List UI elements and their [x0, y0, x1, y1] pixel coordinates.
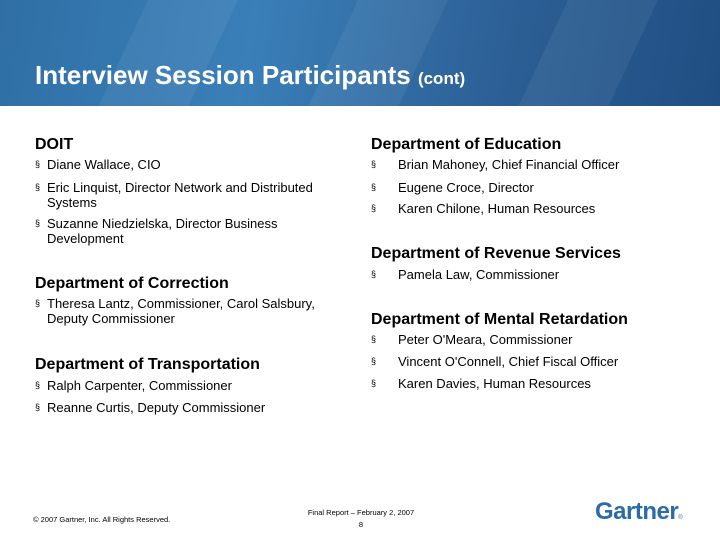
bullet-icon: § [371, 203, 377, 213]
bullet-icon: § [371, 269, 377, 279]
list-item-text: Diane Wallace, CIO [47, 157, 161, 172]
page-title [35, 60, 465, 94]
list-item [35, 378, 355, 393]
bullet-icon: § [35, 380, 41, 390]
list-item [35, 296, 355, 326]
list-item [371, 157, 701, 172]
registered-mark: ® [678, 515, 683, 521]
list-item [35, 157, 355, 172]
list-item-text: Pamela Law, Commissioner [398, 267, 560, 282]
list-item-text: Karen Chilone, Human Resources [398, 201, 596, 216]
list-item [371, 180, 701, 195]
bullet-icon: § [371, 356, 377, 366]
bullet-icon: § [35, 218, 41, 228]
list-item-text: Reanne Curtis, Deputy Commissioner [47, 400, 266, 415]
gartner-logo [595, 499, 682, 531]
list-item-text: Peter O'Meara, Commissioner [398, 332, 573, 347]
list-item-text: Eric Linquist, Director Network and Distributed Systems [47, 180, 313, 210]
bullet-icon: § [35, 402, 41, 412]
list-item [371, 376, 701, 391]
bullet-icon: § [35, 182, 41, 192]
list-item-text: Eugene Croce, Director [398, 180, 534, 195]
correction-heading: Department of Correction [35, 275, 229, 292]
copyright-notice: © 2007 Gartner, Inc. All Rights Reserved. [33, 515, 171, 524]
revenue-heading: Department of Revenue Services [371, 245, 621, 262]
bullet-icon: § [371, 378, 377, 388]
title-cont: (cont) [417, 69, 466, 88]
bullet-icon: § [371, 334, 377, 344]
report-footer [297, 507, 425, 531]
banner-stripe [493, 0, 676, 106]
list-item [35, 180, 355, 210]
bullet-icon: § [371, 182, 377, 192]
title-text: Interview Session Participants [35, 60, 411, 90]
list-item [371, 354, 701, 369]
logo-text: Gartner [595, 498, 679, 525]
education-heading: Department of Education [371, 136, 562, 153]
list-item-text: Suzanne Niedzielska, Director Business Development [47, 216, 278, 246]
list-item-text: Karen Davies, Human Resources [398, 376, 591, 391]
mental-retardation-heading: Department of Mental Retardation [371, 311, 628, 328]
list-item-text: Vincent O'Connell, Chief Fiscal Officer [398, 354, 619, 369]
bullet-icon: § [35, 159, 41, 169]
list-item-text: Ralph Carpenter, Commissioner [47, 378, 232, 393]
list-item-text: Brian Mahoney, Chief Financial Officer [398, 157, 620, 172]
list-item [371, 267, 701, 282]
bullet-icon: § [35, 298, 41, 308]
list-item [371, 201, 701, 216]
doit-heading: DOIT [35, 136, 74, 153]
list-item [35, 400, 355, 415]
list-item [35, 216, 355, 246]
list-item [371, 332, 701, 347]
report-date: Final Report – February 2, 2007 [307, 508, 415, 517]
title-banner [0, 0, 720, 106]
bullet-icon: § [371, 159, 377, 169]
list-item-text: Theresa Lantz, Commissioner, Carol Salsbury, Deputy Commissioner [47, 296, 315, 326]
transportation-heading: Department of Transportation [35, 356, 260, 373]
page-number: 8 [358, 520, 364, 529]
